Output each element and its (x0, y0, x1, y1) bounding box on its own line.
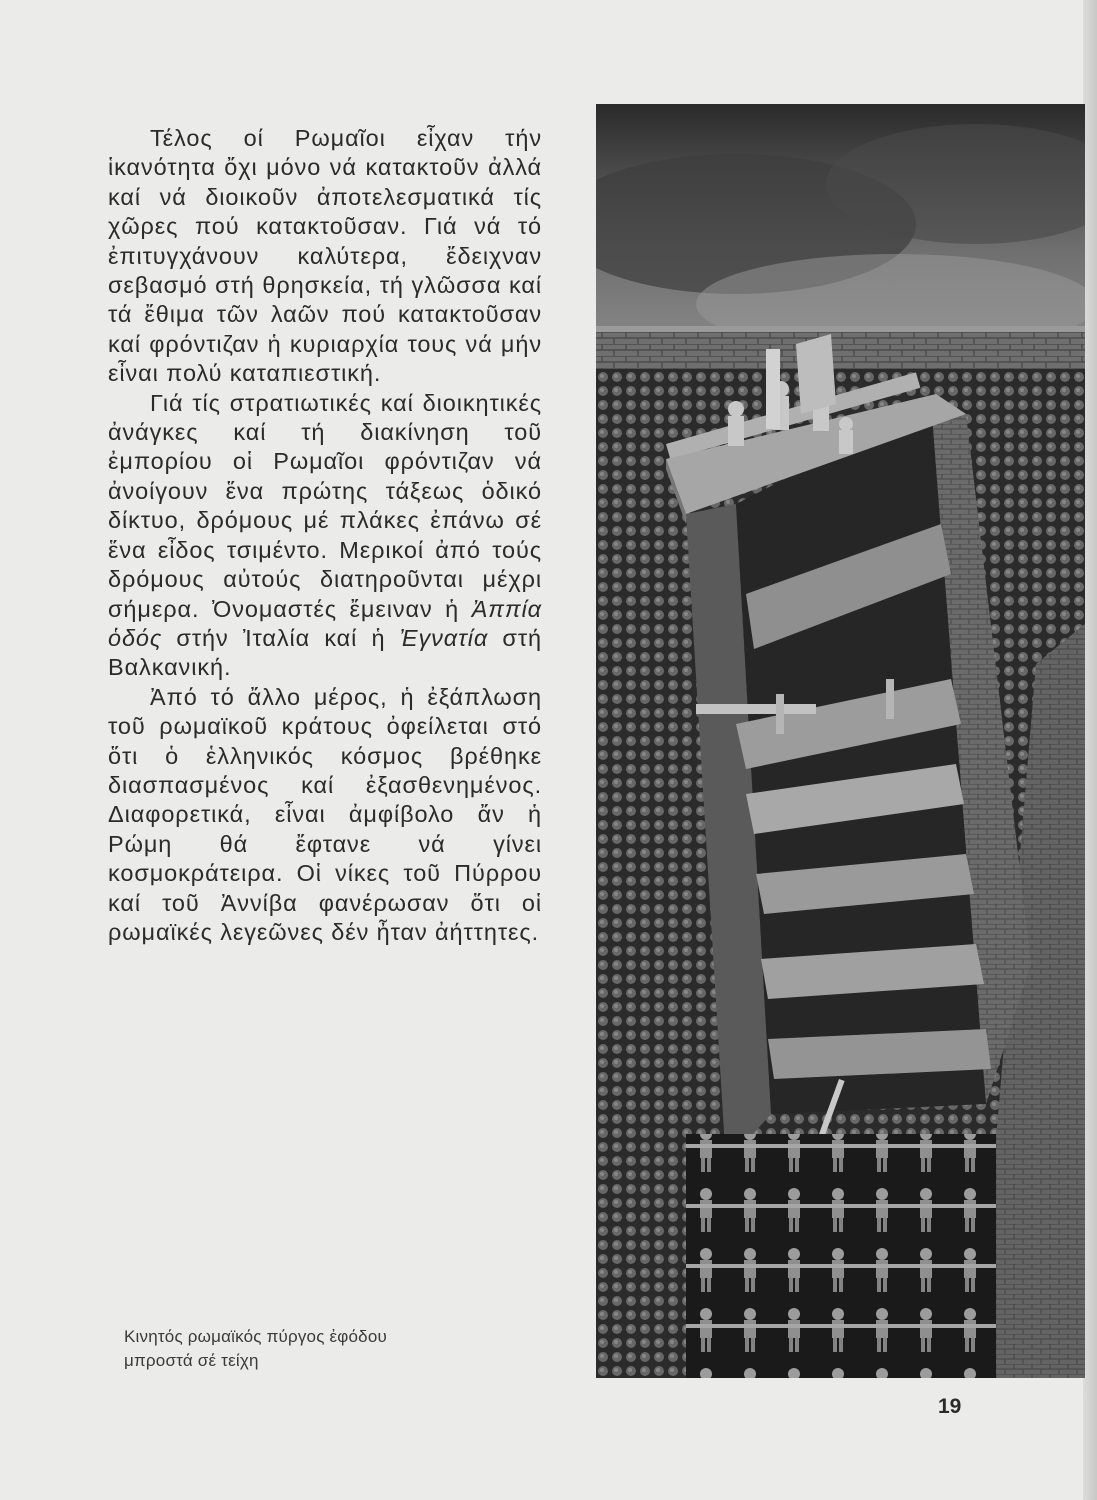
paragraph-2-part-b: στήν Ἰταλία καί ἡ (176, 624, 386, 651)
body-text (108, 124, 542, 947)
paragraph-2-part-c: στή Βαλκανική. (108, 624, 542, 681)
egnatia: Ἐγνατία (399, 624, 489, 651)
paragraph-2-part-a: Γιά τίς στρατιωτικές καί διοικητικές ἀνάγκες καί τή διακίνηση τοῦ ἐμπορίου οἱ Ρωμαῖοι φρόντιζαν νά ἀνοίγουν ἕνα πρώτης τάξεως ὁδικό δίκτυο, δρόμους μέ πλάκες ἐπάνω σέ ἕνα εἶδος τσιμέντο. Μερικοί ἀπό τούς δρόμους αὐτούς διατηροῦνται μέχρι σήμερα. Ὀνομαστές ἔμειναν ἡ (108, 389, 542, 622)
caption-line-1: Κινητός ρωμαϊκός πύργος ἐφόδου (124, 1327, 388, 1346)
page-number: 19 (938, 1395, 962, 1418)
page-edge (1083, 0, 1097, 1500)
siege-tower-illustration (596, 104, 1085, 1378)
siege-tower-photo (596, 104, 1085, 1378)
paragraph-1: Τέλος οί Ρωμαῖοι εἶχαν τήν ἱκανότητα ὄχι μόνο νά κατακτοῦν ἀλλά καί νά διοικοῦν ἀποτελεσματικά τίς χῶρες πού κατακτοῦσαν. Γιά νά τό ἐπιτυγχάνουν καλύτερα, ἔδειχναν σεβασμό στή θρησκεία, τή γλῶσσα καί τά ἔθιμα τῶν λαῶν πού κατακτοῦσαν καί φρόντιζαν ἡ κυριαρχία τους νά μήν εἶναι πολύ καταπιεστική. (108, 125, 542, 387)
paragraph-3: Ἀπό τό ἄλλο μέρος, ἡ ἐξάπλωση τοῦ ρωμαϊκοῦ κράτους ὀφείλεται στό ὅτι ὁ ἑλληνικός κόσμος βρέθηκε διασπασμένος καί ἐξασθενημένος. Διαφορετικά, εἶναι ἀμφίβολο ἄν ἡ Ρώμη θά ἔφτανε νά γίνει κοσμοκράτειρα. Οἱ νίκες τοῦ Πύρρου καί τοῦ Ἀννίβα φανέρωσαν ὅτι οἱ ρωμαϊκές λεγεῶνες δέν ἦταν ἀήττητες. (108, 683, 542, 945)
appia-odos: Ἀππία ὁδός (108, 595, 542, 651)
paragraph-2 (108, 389, 542, 683)
caption-line-2: μπροστά σέ τείχη (124, 1351, 259, 1370)
photo-caption (124, 1325, 564, 1373)
